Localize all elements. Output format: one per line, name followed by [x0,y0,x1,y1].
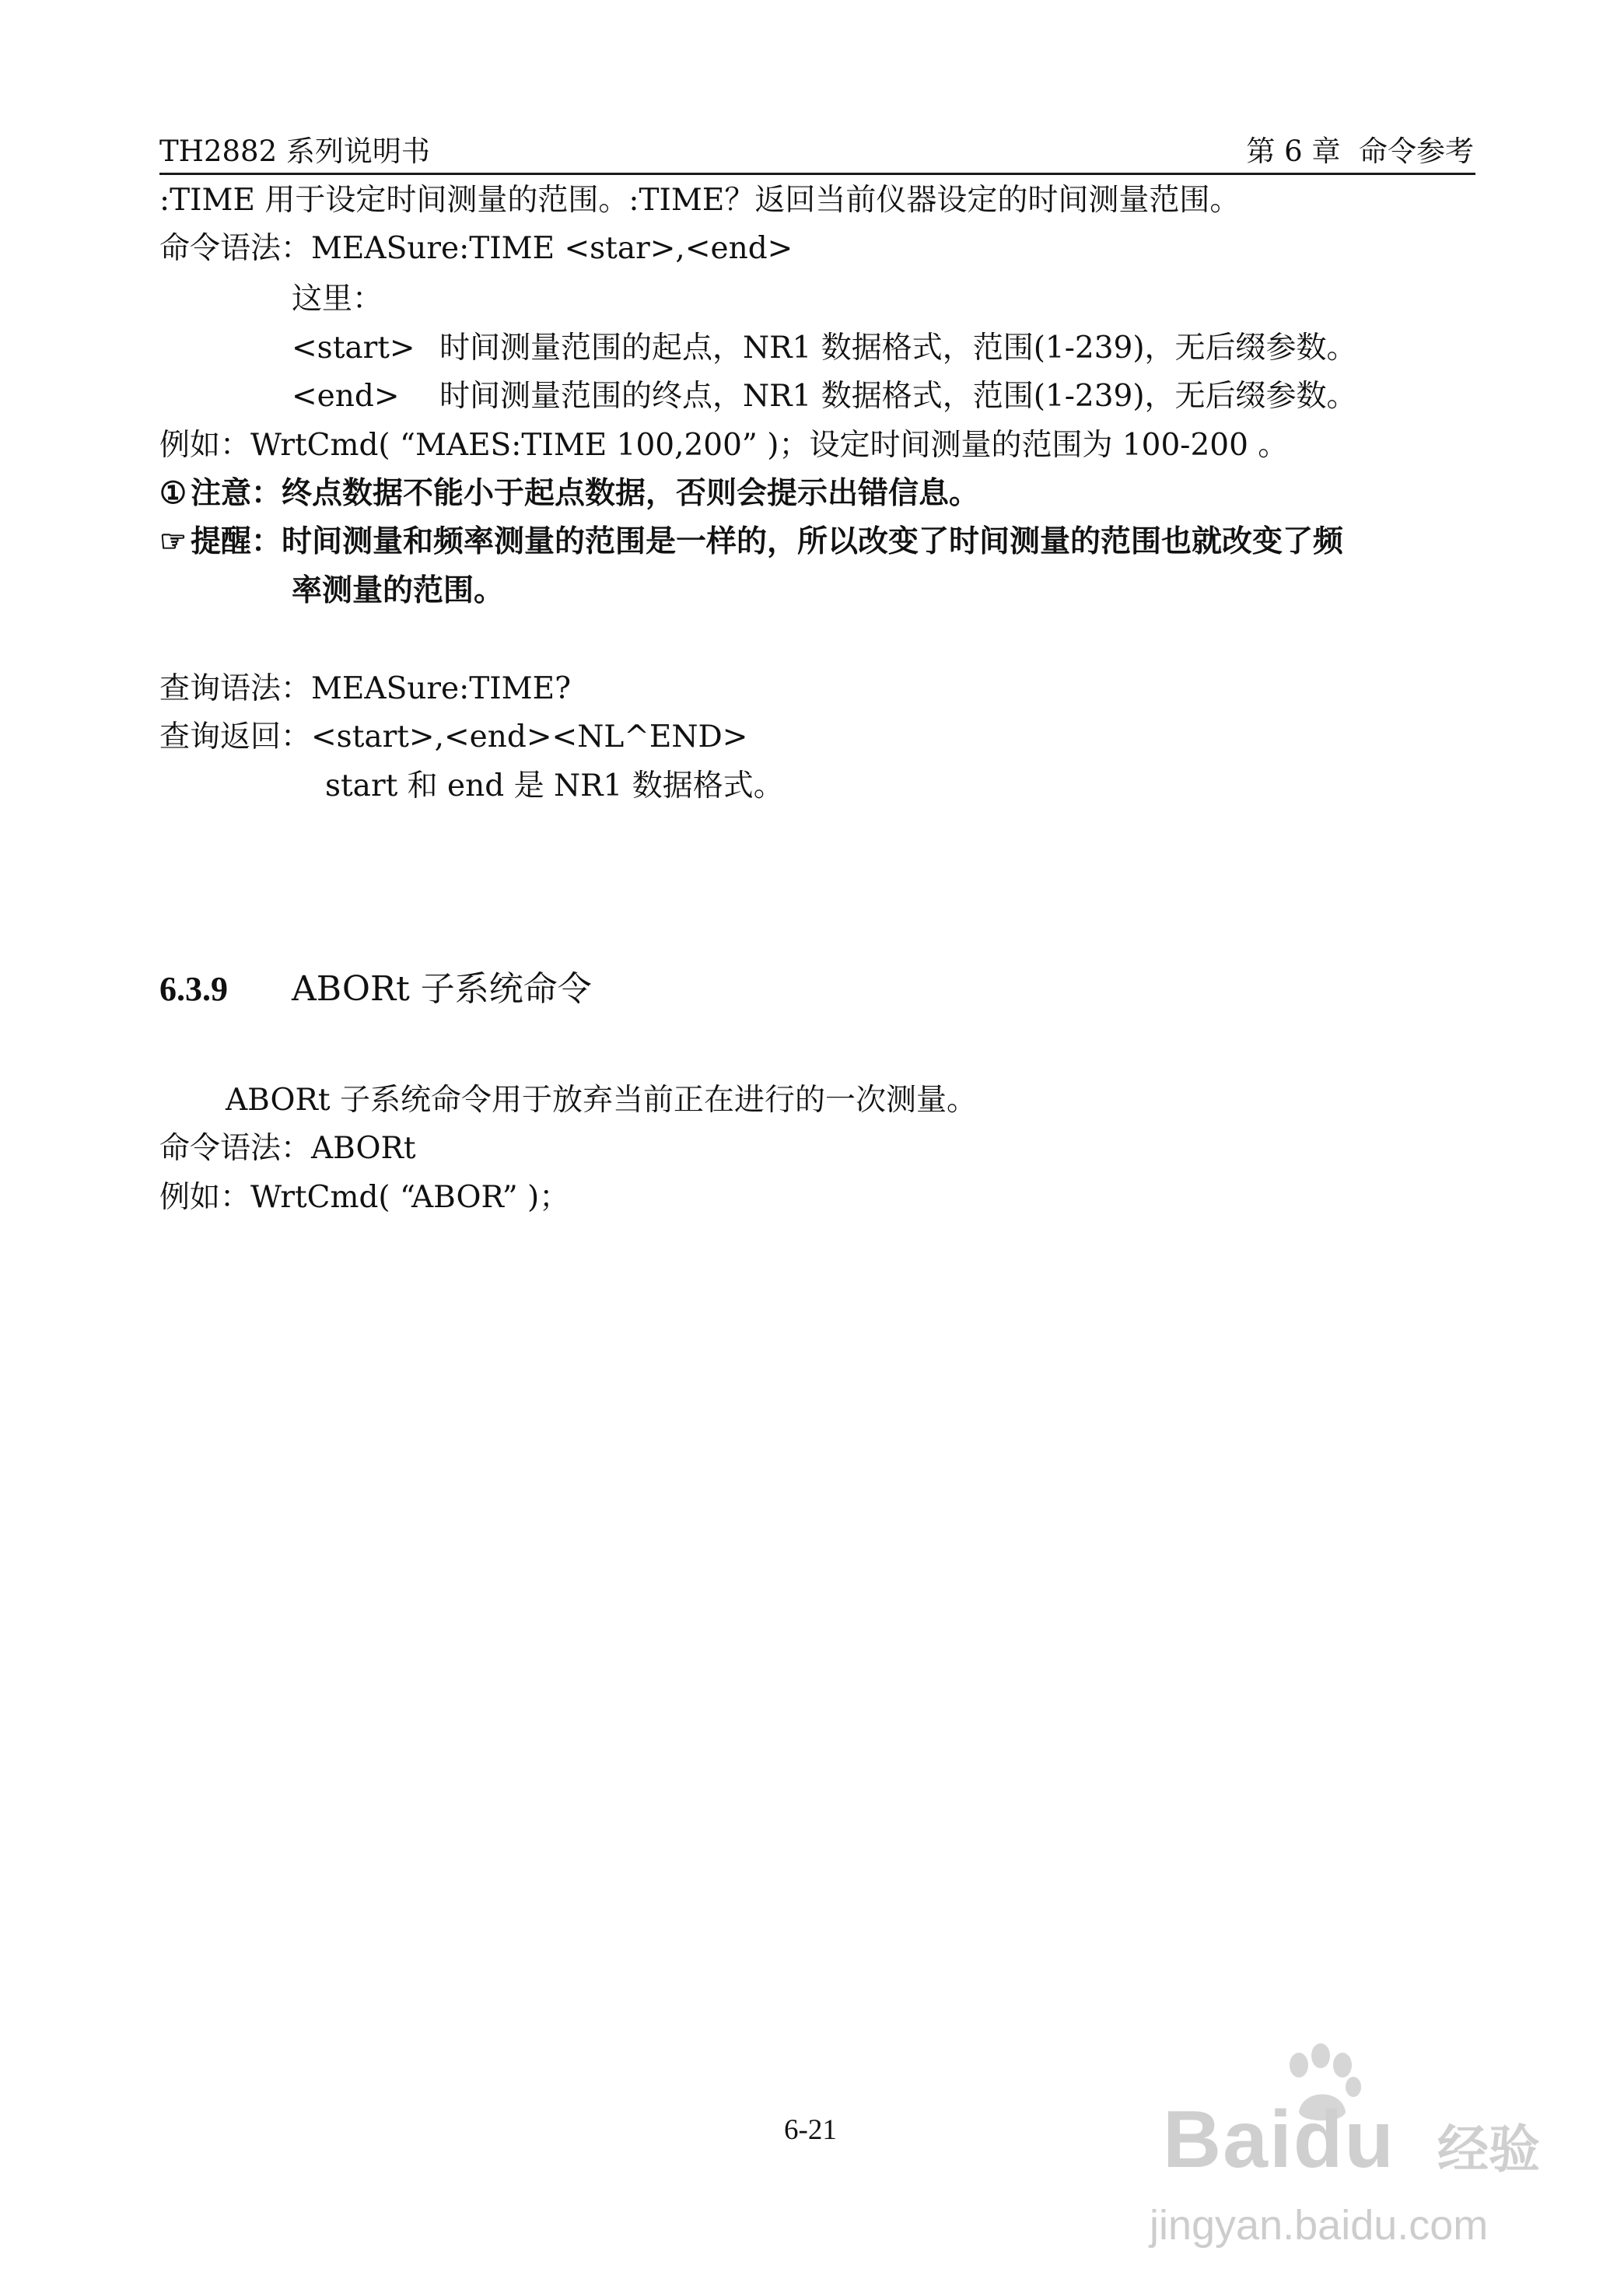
param-end-name: <end> [292,379,400,414]
section-title: ABORt 子系统命令 [292,969,592,1009]
example-line: 例如：WrtCmd( “MAES:TIME 100,200” )；设定时间测量的范围为 100-200 。 [159,428,1289,463]
section-number: 6.3.9 [159,970,228,1008]
watermark-jingyan: 经验 [1437,2120,1540,2178]
section-para-2: 命令语法：ABORt [159,1131,416,1166]
section-para-3: 例如：WrtCmd( “ABOR” )； [159,1180,570,1215]
query-format: start 和 end 是 NR1 数据格式。 [325,768,784,803]
header-left: TH2882 系列说明书 [159,135,430,168]
watermark-logo: Baidu [1163,2095,1395,2185]
section-para-1: ABORt 子系统命令用于放弃当前正在进行的一次测量。 [226,1083,977,1118]
query-return: 查询返回：<start>,<end><NL^END> [159,719,748,754]
param-start-desc: 时间测量范围的起点，NR1 数据格式，范围(1-239)，无后缀参数。 [439,331,1357,366]
body-line-3: 这里： [292,282,383,317]
note-text: 注意：终点数据不能小于起点数据，否则会提示出错信息。 [191,475,980,511]
header-rule [159,173,1475,175]
remind-icon: ☞ [159,523,187,559]
param-end-desc: 时间测量范围的终点，NR1 数据格式，范围(1-239)，无后缀参数。 [439,379,1357,414]
query-syntax: 查询语法：MEASure:TIME? [159,671,571,706]
body-line-1: :TIME 用于设定时间测量的范围。:TIME？返回当前仪器设定的时间测量范围。 [159,183,1241,218]
header-right: 第 6 章 命令参考 [1246,135,1474,168]
page-number: 6-21 [784,2114,837,2146]
watermark-url: jingyan.baidu.com [1150,2202,1489,2249]
remind-text-1: 提醒：时间测量和频率测量的范围是一样的，所以改变了时间测量的范围也就改变了频 [191,523,1344,559]
param-start-name: <start> [292,331,415,366]
remind-text-2: 率测量的范围。 [292,572,505,608]
body-line-2: 命令语法：MEASure:TIME <star>,<end> [159,231,793,266]
note-icon: ① [159,475,187,511]
